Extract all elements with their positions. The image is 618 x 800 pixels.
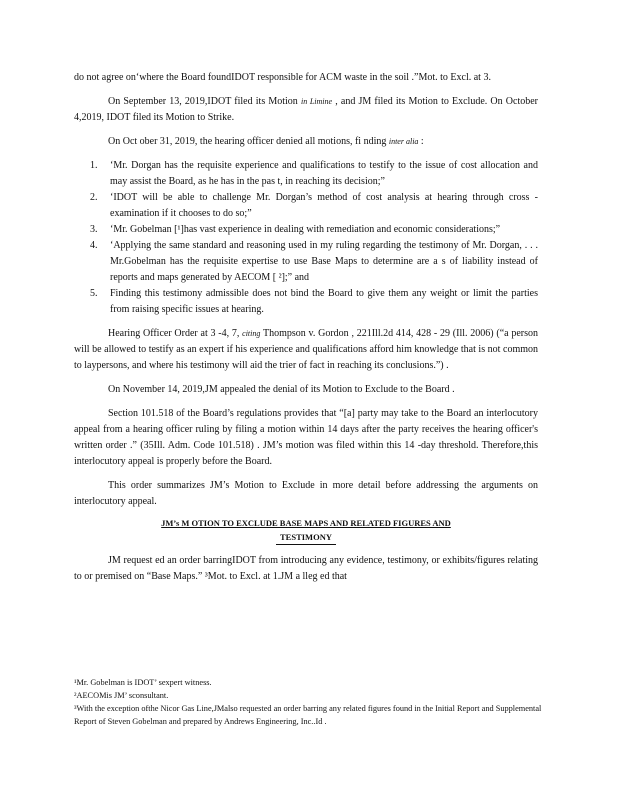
p3-part-a: On Oct ober 31, 2019, the hearing officer denied all motions, fi nding bbox=[108, 136, 389, 147]
paragraph-section-101518: Section 101.518 of the Board’s regulations provides that “[a] party may take to the Board an interlocutory appeal from a hearing officer ruling by filing a motion within 14 days after the party receives the hearing officer's written order .” (35Ill. Adm. Code 101.518) . JM’s motion was filed within this 14 -day threshold. Therefore,this interlocutory appeal is properly before the Board. bbox=[74, 408, 538, 467]
footnotes bbox=[74, 676, 544, 728]
section-heading bbox=[74, 516, 538, 545]
list-item: 5. Finding this testimony admissible does not bind the Board to give them any weight or limit the parties from raising specific issues at hearing. bbox=[90, 288, 538, 315]
paragraph-summary: This order summarizes JM’s Motion to Exclude in more detail before addressing the arguments on interlocutory appeal. bbox=[74, 480, 538, 507]
section-heading-line2: TESTIMONY bbox=[276, 530, 336, 545]
p2-part-b: , and JM filed its Motion to Exclude. On October 4,2019, IDOT filed its Motion to Strike. bbox=[74, 96, 538, 123]
paragraph-continuation: do not agree on‘where the Board foundIDOT responsible for ACM waste in the soil .”Mot. to Excl. at 3. bbox=[74, 72, 491, 83]
p4-italic: citing bbox=[242, 329, 261, 338]
p3-part-b: : bbox=[418, 136, 424, 147]
paragraph-motions-filed bbox=[74, 94, 538, 126]
body-text bbox=[74, 70, 538, 585]
p3-italic: inter alia bbox=[388, 137, 419, 146]
p2-italic: in Limine bbox=[300, 97, 333, 106]
p4-part-b: Thompson v. Gordon , 221Ill.2d 414, 428 - 29 (Ill. 2006) (“a person will be allowed to testify as an expert if his experience and qualifications afford him knowledge that is not common to laypersons, and where his testimony will aid the trier of fact in reaching its conclusions.”) . bbox=[74, 328, 538, 371]
section-heading-line1: JM’s M OTION TO EXCLUDE BASE MAPS AND RELATED FIGURES AND bbox=[161, 518, 451, 528]
list-item: 3. ‘Mr. Gobelman [¹]has vast experience in dealing with remediation and economic considerations;” bbox=[90, 224, 501, 235]
paragraph-hearing-officer bbox=[74, 134, 538, 150]
paragraph-order-citation bbox=[74, 326, 538, 374]
list-item: 2. ‘IDOT will be able to challenge Mr. Dorgan’s method of cost analysis at hearing through cross -examination if it chooses to do so;” bbox=[90, 192, 538, 219]
footnote-2: ²AECOMis JM’ sconsultant. bbox=[74, 691, 169, 700]
list-item: 1. ‘Mr. Dorgan has the requisite experience and qualifications to testify to the issue of cost allocation and may assist the Board, as he has in the pas t, in reaching its decision;” bbox=[90, 160, 538, 187]
list-item: 4. ‘Applying the same standard and reasoning used in my ruling regarding the testimony of Mr. Dorgan, . . . Mr.Gobelman has the requisite expertise to use Base Maps to determine are a s of liability instead of reports and maps generated by AECOM [ ²];” and bbox=[90, 240, 538, 283]
p2-part-a: On September 13, 2019,IDOT filed its Motion bbox=[108, 96, 301, 107]
p4-part-a: Hearing Officer Order at 3 -4, 7, bbox=[108, 328, 243, 339]
footnote-3: ³With the exception ofthe Nicor Gas Line,JMalso requested an order barring any related figures found in the Initial Report and Supplemental Report of Steven Gobelman and prepared by Andrews Engineering, Inc..Id . bbox=[74, 704, 542, 726]
paragraph-appeal: On November 14, 2019,JM appealed the denial of its Motion to Exclude to the Board . bbox=[108, 384, 455, 395]
paragraph-jm-request: JM request ed an order barringIDOT from introducing any evidence, testimony, or exhibits/figures relating to or premised on “Base Maps.” ³Mot. to Excl. at 1.JM a lleg ed that bbox=[74, 555, 538, 582]
footnote-1: ¹Mr. Gobelman is IDOT’ sexpert witness. bbox=[74, 678, 212, 687]
findings-list bbox=[74, 158, 538, 318]
